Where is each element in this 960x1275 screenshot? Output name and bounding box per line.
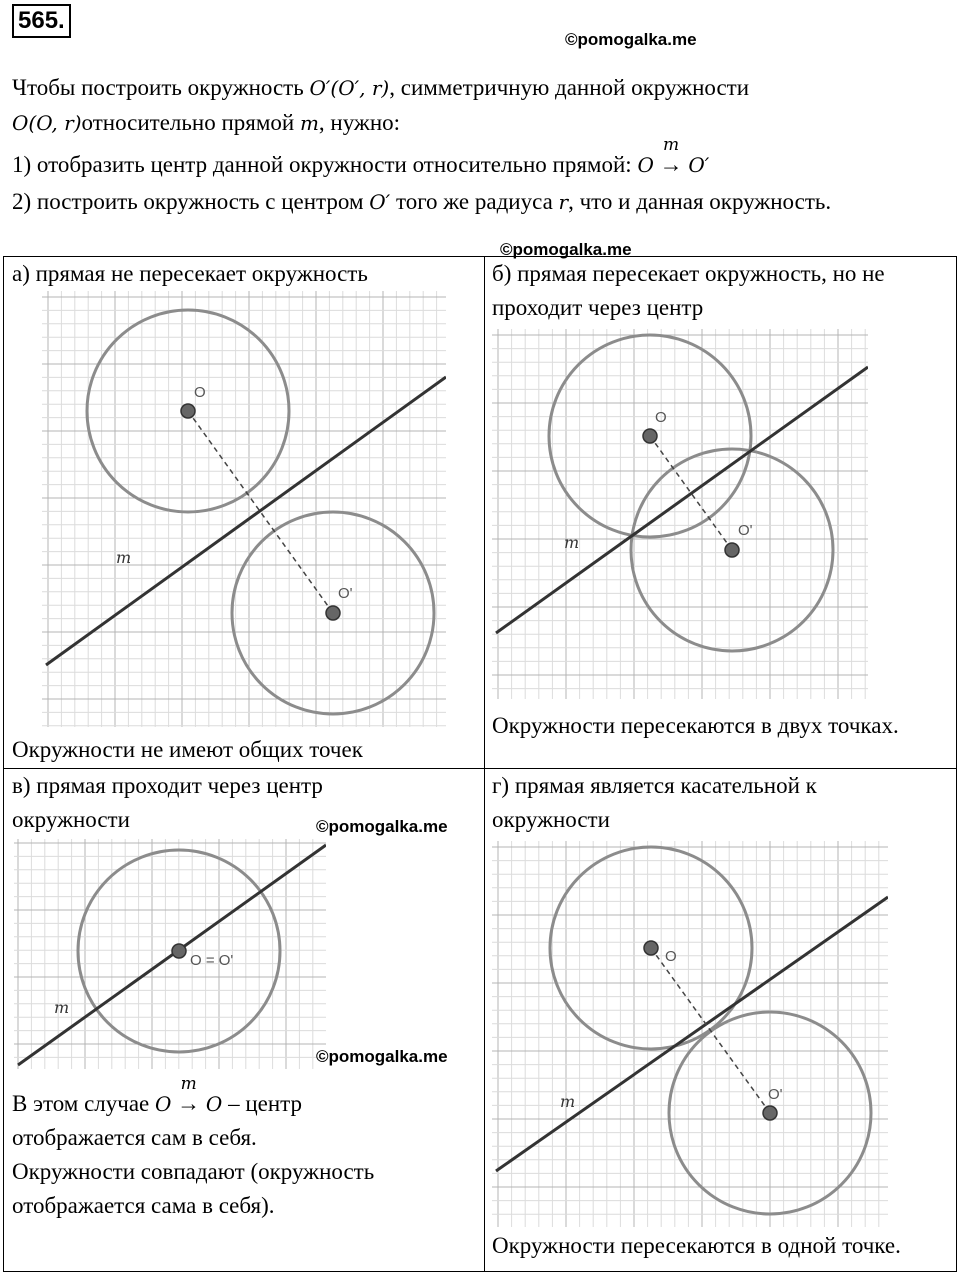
watermark-top: ©pomogalka.me [565,30,697,49]
label-o: O [655,409,667,426]
center-o [181,404,195,418]
line-m [46,377,446,665]
label-o-prime: O' [768,1086,783,1103]
cell-v-title-2: окружности [12,807,130,832]
intro-line-1: Чтобы построить окружность O′(O′, r), симметричную данной окружности [12,75,750,100]
intro-line-2: O(O, r)относительно прямой m, нужно: [12,110,401,135]
label-o-prime: O' [338,585,353,602]
watermark-cell-v-top: ©pomogalka.me [316,817,448,836]
watermark-cell-v-bottom: ©pomogalka.me [316,1047,448,1066]
center-o-prime [326,606,340,620]
label-m: m [560,1092,576,1111]
cell-g-title-2: окружности [492,807,610,832]
intro-step-1: 1) отобразить центр данной окружности относительно прямой: O m → O′ [12,135,710,177]
center-o [172,944,186,958]
line-m [496,897,888,1171]
cell-g-title-1: г) прямая является касательной к [492,773,817,798]
cell-v-caption-4: отображается сама в себя). [12,1193,275,1218]
label-o: O [665,948,677,965]
cell-v-caption-1: В этом случае O m → O – центр [12,1074,302,1116]
label-m: m [564,533,580,552]
center-o-prime [725,543,739,557]
cell-g-caption: Окружности пересекаются в одной точке. [492,1233,901,1258]
label-o-prime: O' [738,522,753,539]
symmetry-segment [651,948,770,1113]
figure-a [42,291,446,727]
cell-a-caption: Окружности не имеют общих точек [12,737,363,762]
cell-a-title: а) прямая не пересекает окружность [12,261,368,286]
cell-b-caption: Окружности пересекаются в двух точках. [492,713,899,738]
figure-b [492,329,868,699]
cell-v-title-1: в) прямая проходит через центр [12,773,323,798]
center-o [643,429,657,443]
label-m: m [116,548,132,567]
grid [492,329,868,699]
table-divider-vertical [484,257,485,1271]
watermark-mid: ©pomogalka.me [500,240,632,259]
label-m: m [54,998,70,1017]
figure-v [14,839,326,1069]
intro-step-2: 2) построить окружность с центром O′ того же радиуса r, что и данная окружность. [12,189,832,214]
cell-v-caption-2: отображается сам в себя. [12,1125,257,1150]
figure-g [492,841,888,1227]
center-o-prime [763,1106,777,1120]
label-o-eq: O = O' [190,952,234,969]
label-o: O [194,384,206,401]
cell-b-title-1: б) прямая пересекает окружность, но не [492,261,885,286]
cases-table [3,256,957,1272]
center-o [644,941,658,955]
cell-b-title-2: проходит через центр [492,295,704,320]
cell-v-caption-3: Окружности совпадают (окружность [12,1159,375,1184]
problem-number: 565. [12,4,71,38]
